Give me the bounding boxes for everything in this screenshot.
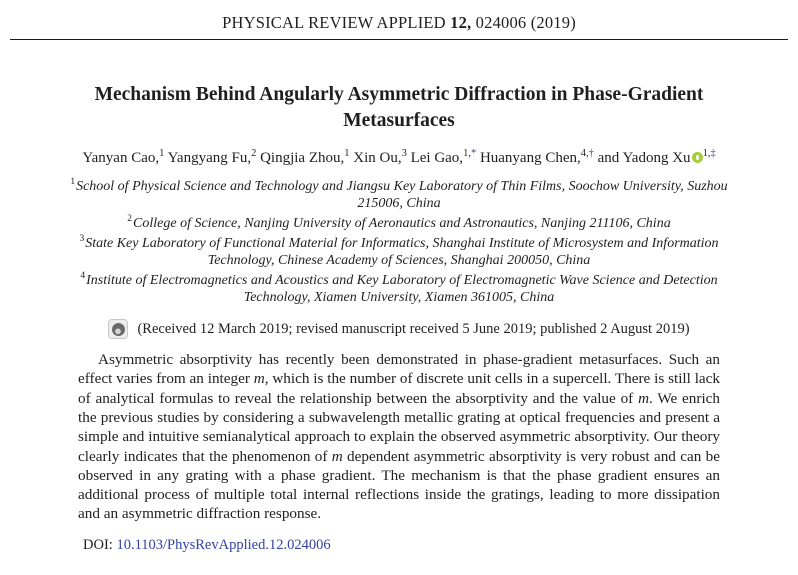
author-name: Qingjia Zhou, [260,150,345,167]
author-affil-sup: 1 [344,148,350,160]
affiliation-number: 1 [70,177,76,188]
author-affil-sup: 4, [580,148,589,160]
received-dates: (Received 12 March 2019; revised manuscript received 5 June 2019; published 2 August 2019) [137,320,690,337]
journal-volume: 12, [450,13,472,32]
abstract-text: dependent asymmetric absorptivity is very robust and can be observed in any grating with a phase gradient. The mechanism is that the phase gradient ensures an additional process of multiple total internal reflections inside the gratings, leading to more dissipation and an asymmetric diffraction response. [78,447,720,523]
author-affil-sup: 1, [463,148,471,160]
abstract-variable-m: m [331,447,343,465]
abstract-text: , which is the number of discrete unit cells in a supercell. There is still lack of analytical formulas to reveal the relationship between the absorptivity and the value of [78,370,721,407]
author-name: Lei Gao, [410,150,464,167]
doi-row [83,537,798,554]
affiliation-list [61,178,737,307]
author [353,150,407,166]
affiliation-text: School of Physical Science and Technology and Jiangsu Key Laboratory of Thin Films, Soochow University, Suzhou 215006, China [76,178,728,212]
journal-header [10,0,788,40]
crossmark-icon[interactable] [108,319,128,339]
abstract-text: Asymmetric absorptivity has recently been demonstrated in phase-gradient metasurfaces. Such an effect varies from an integer [78,351,720,388]
author-affil-sup: 3 [401,148,407,160]
author-name: Yanyan Cao, [82,150,160,167]
author [260,150,349,166]
author-name: Xin Ou, [353,150,402,167]
author-name: and Yadong Xu [597,150,691,167]
paper-title: Mechanism Behind Angularly Asymmetric Diffraction in Phase-Gradient Metasurfaces [94,84,704,131]
author-affil-sup: 1, [702,148,711,160]
author-affil-sup: 1 [159,148,165,160]
doi-link[interactable]: 10.1103/PhysRevApplied.12.024006 [116,536,331,553]
doi-label: DOI: [83,536,117,553]
author-name: Yangyang Fu, [167,150,252,167]
affiliation-text: College of Science, Nanjing University of Aeronautics and Astronautics, Nanjing 211106, China [133,215,671,231]
received-row [59,319,739,339]
abstract-text: . We enrich the previous studies by considering a subwavelength metallic grating at optical frequencies and present a simple and intuitive semianalytical approach to explain the observed asymmetric absorptivity. Our theory clearly indicates that the phenomenon of [78,389,720,465]
crossmark-circle-glyph [112,323,125,336]
author [168,150,257,166]
author [598,150,716,166]
author-list [49,147,749,170]
footnote-mark-link[interactable]: † [588,148,594,160]
abstract-variable-m: m [253,370,265,388]
journal-issue: 024006 (2019) [471,13,576,32]
affiliation-text: Institute of Electromagnetics and Acoustics and Key Laboratory of Electromagnetic Wave Science and Detection Technology, Xiamen University, Xiamen 361005, China [86,272,718,306]
author-affil-sup: 2 [251,148,257,160]
abstract [78,350,720,524]
abstract-variable-m: m [638,389,650,407]
affiliation-number: 4 [80,271,86,282]
affiliation [61,215,737,233]
affiliation-text: State Key Laboratory of Functional Material for Informatics, Shanghai Institute of Microsystem and Information Technology, Chinese Academy of Sciences, Shanghai 200050, China [85,235,719,269]
affiliation [61,272,737,307]
affiliation [61,178,737,213]
author [411,150,477,166]
author-name: Huanyang Chen, [479,150,581,167]
orcid-icon[interactable] [692,152,703,163]
footnote-mark-link[interactable]: ‡ [710,148,716,160]
affiliation-number: 2 [127,214,133,225]
journal-name: PHYSICAL REVIEW APPLIED [222,13,451,32]
affiliation [61,235,737,270]
affiliation-number: 3 [79,233,85,244]
author [82,150,164,166]
author [480,150,594,166]
footnote-mark-link[interactable]: * [470,148,477,160]
